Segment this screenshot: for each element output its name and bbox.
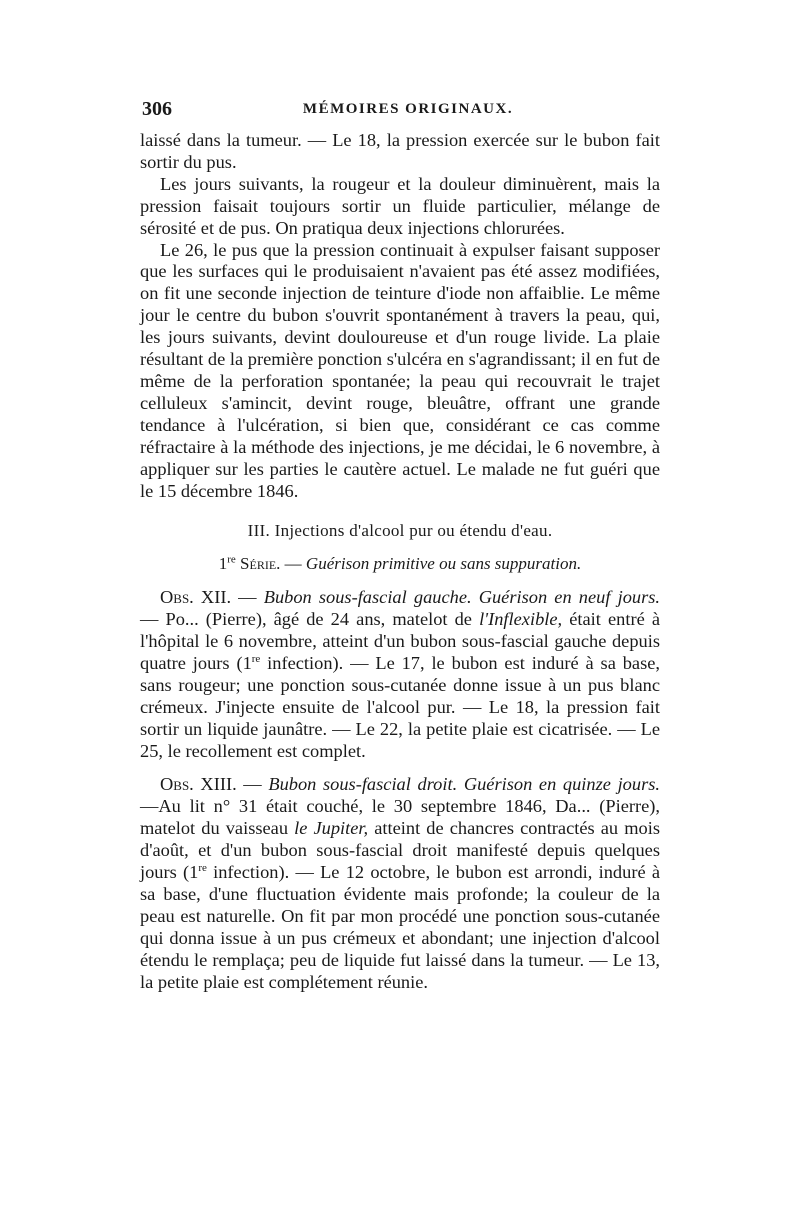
series-title: Guérison primitive ou sans suppuration. (305, 554, 582, 574)
obs12-dash: — (231, 587, 264, 608)
obs13-sup: re (198, 861, 207, 874)
obs12-title: Bubon sous-fascial gauche. Guérison en neuf jours. (263, 587, 660, 608)
obs13-label: Obs. XIII. (160, 774, 237, 795)
obs13-title: Bubon sous-fascial droit. Guérison en quinze jours. (268, 774, 660, 795)
obs13-text-2: atteint de chancres contractés au mois d'août, et d'un bubon sous-fascial droit manifesté depuis quelques jours (1 (140, 818, 660, 883)
obs12-text-2: était entré à l'hôpital le 6 novembre, atteint d'un bubon sous-fascial gauche depuis quatre jours (1 (140, 609, 660, 673)
series-number-sup: re (227, 553, 236, 566)
page-number: 306 (142, 98, 172, 120)
page-header (142, 98, 662, 128)
observation-13 (140, 774, 660, 993)
running-head: MÉMOIRES ORIGINAUX. (302, 101, 514, 117)
paragraph-3: Le 26, le pus que la pression continuait à expulser faisant supposer que les surfaces qui le produisaient n'avaient pas été assez modifiées, on fit une seconde injection de teinture d'iode non affaiblie. Le même jour le centre du bubon s'ouvrit spontanément à travers la peau, qui, les jours suivants, devint douloureuse et d'un rouge livide. La plaie résultant de la première ponction s'ulcéra en s'agrandissant; il en fut de même de la perforation spontanée; la peau qui recouvrait le trajet celluleux s'amincit, devint rouge, bleuâtre, offrant une grande tendance à l'ulcération, si bien que, considérant ce cas comme réfractaire à la méthode des injections, je me décidai, le 6 novembre, à appliquer sur les parties le cautère actuel. Le malade ne fut guéri que le 15 décembre 1846. (140, 239, 660, 501)
obs12-ship: l'Inflexible, (479, 609, 563, 630)
obs13-dash: — (236, 774, 269, 795)
obs12-sup: re (251, 652, 261, 665)
obs13-text-1: —Au lit n° 31 était couché, le 30 septembre 1846, Da... (Pierre), matelot du vaisseau (140, 796, 660, 839)
series-label: Série. (240, 554, 281, 574)
series-number: 1 (218, 554, 228, 574)
paragraph-2: Les jours suivants, la rougeur et la douleur diminuèrent, mais la pression faisait toujours sortir un fluide particulier, mélange de sérosité et de pus. On pratiqua deux injections chlorurées. (140, 173, 660, 238)
paragraph-1: laissé dans la tumeur. — Le 18, la pression exercée sur le bubon fait sortir du pus. (140, 130, 660, 172)
series-heading (140, 553, 660, 575)
page-body (140, 130, 660, 994)
section-heading: III. Injections d'alcool pur ou étendu d'eau. (247, 521, 553, 541)
obs13-ship: le Jupiter, (294, 818, 369, 839)
observation-12 (140, 587, 660, 762)
series-dash: — (280, 554, 306, 574)
obs12-text-1: — Po... (Pierre), âgé de 24 ans, matelot de (140, 609, 480, 630)
obs12-text-3: infection). — Le 17, le bubon est induré à sa base, sans rougeur; une ponction sous-cutanée donne issue à un pus blanc crémeux. J'injecte ensuite de l'alcool pur. — Le 18, la pression fait sortir un liquide jaunâtre. — Le 22, la petite plaie est cicatrisée. — Le 25, le recollement est complet. (140, 652, 660, 761)
obs13-text-3: infection). — Le 12 octobre, le bubon est arrondi, induré à sa base, d'une fluctuation évidente mais profonde; la couleur de la peau est naturelle. On fit par mon procédé une ponction sous-cutanée qui donna issue à un pus crémeux et abondant; une injection d'alcool étendu le remplaça; peu de liquide fut laissé dans la tumeur. — Le 13, la petite plaie est complétement réunie. (140, 862, 661, 992)
obs12-label: Obs. XII. (160, 587, 232, 608)
